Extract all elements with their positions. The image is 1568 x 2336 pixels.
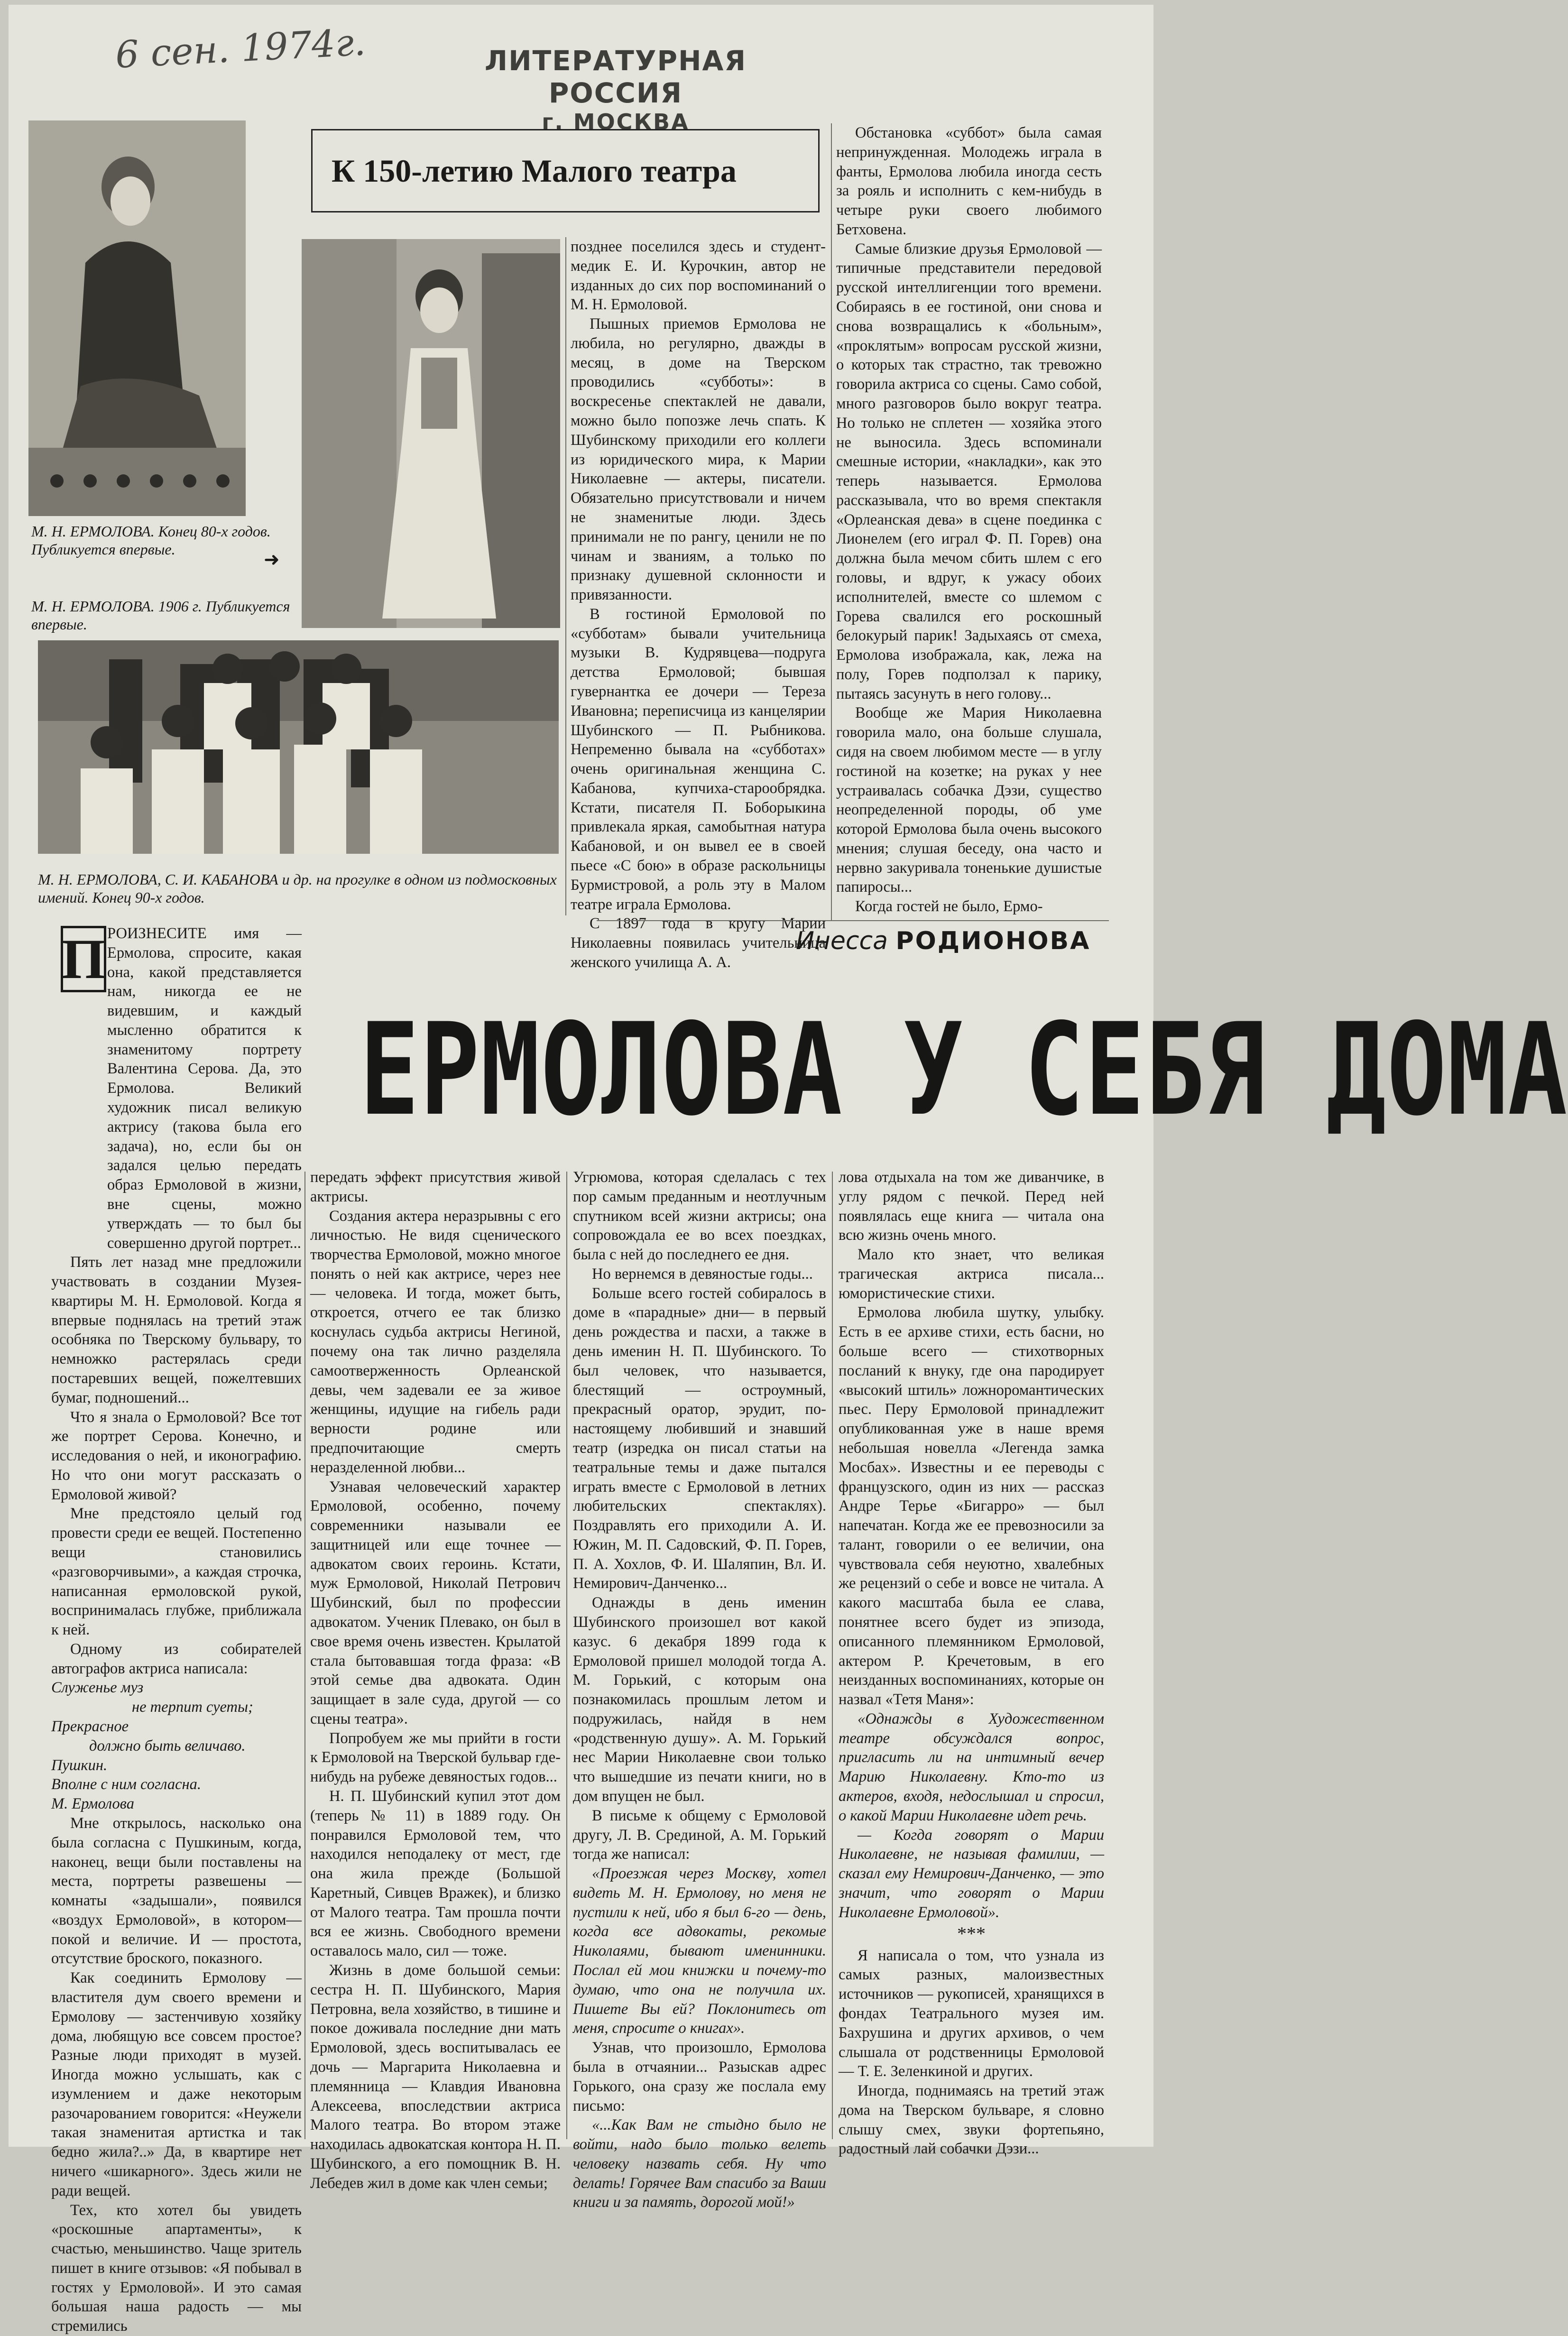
col4-top-p4: Когда гостей не было, Ермо- <box>855 898 1043 915</box>
newspaper-page <box>9 5 1568 2335</box>
col4-bottom-p7: Иногда, поднимаясь на третий этаж дома на Тверском бульваре, я словно слышу смех, звуки фортепьяно, радостный лай собачки Дэзи... <box>839 2082 1104 2158</box>
handwritten-date: 6 сен. 1974г. <box>114 21 367 77</box>
col2-p5: Н. П. Шубинский купил этот дом (теперь № 11) в 1889 году. Он понравился Ермоловой тем, что находился неподалеку от мест, где она жила прежде (Большой Каретный, Сивцев Вражек), и близко от Малого театра. Там прошла почти вся ее жизнь. Свободного времени оставалось мало, сил — тоже. <box>310 1788 561 1960</box>
col3-bottom-p8: «...Как Вам не стыдно было не войти, надо было только велеть человеку назвать себя. Ну что делать! Горячее Вам спасибо за Ваши книги и за память, дорогой мой!» <box>573 2116 826 2211</box>
stamp-title: ЛИТЕРАТУРНАЯ РОССИЯ <box>484 45 747 109</box>
col4-bottom-p1: лова отдыхала на том же диванчике, в углу рядом с печкой. Перед ней появлялась еще книга — читала она всю жизнь очень много. <box>839 1169 1104 1244</box>
col3-bottom-p3: Больше всего гостей собиралось в доме в «парадные» дни— в первый день рождества и пасхи, а также в день именин Н. П. Шубинского. То был человек, что называется, блестящий — остроумный, прекрасный оратор, эрудит, по-настоящему любивший и знавший театр (изредка он писал статьи на театральные темы и даже пытался играть вместе с Ермоловой в летних любительских спектаклях). Поздравлять его приходили А. И. Южин, М. П. Садовский, Ф. П. Горев, П. А. Хохлов, Ф. И. Шаляпин, Вл. И. Немирович-Данченко... <box>573 1284 826 1592</box>
article-headline: ЕРМОЛОВА У СЕБЯ ДОМА <box>360 996 1568 1144</box>
column-separator <box>566 1172 567 2139</box>
intro-p3: Что я знала о Ермоловой? Все тот же портрет Серова. Конечно, и исследования о ней, и иконографию. Но что они могут рассказать о Ермоловой живой? <box>51 1408 302 1503</box>
group-photo-image <box>38 640 559 854</box>
column-2 <box>310 1168 561 2192</box>
drop-cap: П <box>61 926 106 992</box>
col3-bottom-p4: Однажды в день именин Шубинского произошел вот какой казус. 6 декабря 1899 года к Ермоловой пришел молодой тогда А. М. Горький, с которым она познакомилась прошлым летом и подружилась, найдя в нем «родственную душу». А. М. Горький нес Марии Николаевне свои только что вышедшие из печати книги, но в дом впущен не был. <box>573 1594 826 1805</box>
section-rule <box>597 920 1109 921</box>
col4-bottom-p4: «Однажды в Художественном театре обсуждался вопрос, пригласить ли на интимный вечер Марию Николаевну. Кто-то из актеров, входя, недослышал и спросил, о какой Марии Николаевне идет речь. <box>839 1710 1104 1824</box>
arrow-icon: ➜ <box>264 549 280 570</box>
caption-photo2: М. Н. ЕРМОЛОВА. 1906 г. Публикуется впервые. <box>31 598 290 633</box>
column-3-bottom <box>573 1168 826 2211</box>
photo-ermolova-portrait <box>28 120 246 516</box>
section-title: К 150-летию Малого театра <box>332 152 737 189</box>
col2-p4: Попробуем же мы прийти в гости к Ермоловой на Тверской бульвар где-нибудь на рубеже девяностых годов... <box>310 1729 561 1786</box>
column-separator <box>565 237 566 915</box>
col4-bottom-p2: Мало кто знает, что великая трагическая актриса писала... юмористические стихи. <box>839 1246 1104 1302</box>
intro-p8: Тех, кто хотел бы увидеть «роскошные апартаменты», к счастью, меньшинство. Чаще зритель пишет в книге отзывов: «Я побывал в гостях у Ермоловой». И это самая большая наша радость — мы стремились <box>51 2201 302 2335</box>
intro-p6: Мне открылось, насколько она была согласна с Пушкиным, когда, наконец, вещи были поставлены на места, портреты развешены — комнаты «задышали», появился «воздух Ермоловой», в котором—покой и величие. И — простота, отсутствие броского, показного. <box>51 1814 302 1967</box>
col2-p1: передать эффект присутствия живой актрисы. <box>310 1169 561 1205</box>
col4-top-p2: Самые близкие друзья Ермоловой — типичные представители передовой русской интеллигенции того времени. Собираясь в ее гостиной, они снова и снова возвращались к «больным», «проклятым» вопросам русской жизни, о которых так страстно, так тревожно говорила актриса со сцены. Само собой, много разговоров было вокруг театра. Но только не сплетен — хозяйка этого не выносила. Здесь вспоминали смешные истории, «накладки», как это теперь называется. Ермолова рассказывала, что во время спектакля «Орлеанская дева» в сцене поединка с Лионелем (его играл Ф. П. Горев) она должна была мечом сбить шлем с его головы, и вдруг, к ужасу обоих исполнителей, вместе со шлемом с Горева свалился его роскошный белокурый парик! Задыхаясь от смеха, Ермолова изображала, как, лежа на полу, Горев подползал к парику, пытаясь засунуть в него голову... <box>836 240 1102 702</box>
col3-bottom-p1: Угрюмова, которая сделалась с тех пор самым преданным и неотлучным спутником всей жизни актрисы; она сопровождала ее во всех поездках, была с ней до последнего ее дня. <box>573 1169 826 1264</box>
col3-bottom-p2: Но вернемся в девяностые годы... <box>592 1265 813 1283</box>
column-separator <box>831 123 832 920</box>
author-last-name: РОДИОНОВА <box>895 927 1091 955</box>
col4-bottom-p3: Ермолова любила шутку, улыбку. Есть в ее архиве стихи, есть басни, но больше всего — стихотворных посланий к внуку, где она пародирует «высокий штиль» ложноромантических пьес. Перу Ермоловой принадлежит опубликованная уже в наше время небольшая новелла «Легенда замка Мосбах». Известны и ее переводы с французского, один из них — рассказ Андре Терье «Бигарро» — был напечатан. Когда же ее превозносили за талант, говорили о ее величии, она чувствовала себя неуютно, хвалебных же рецензий о себе и вовсе не читала. А какого масштаба была ее слава, понятнее всего будет из эпизода, описанного племянником Ермоловой, актером Р. Кречетовым, в его неизданных воспоминаниях, которые он назвал «Тетя Маня»: <box>839 1304 1104 1708</box>
col3-bottom-p7: Узнав, что произошло, Ермолова была в отчаянии... Разыскав адрес Горького, она сразу же послала ему письмо: <box>573 2039 826 2114</box>
col4-bottom-p5: — Когда говорят о Марии Николаевне, не называя фамилии, — сказал ему Немирович-Данченко, — это значит, что говорят о Марии Николаевне Ермоловой». <box>839 1826 1104 1921</box>
intro-p5: Одному из собирателей автографов актриса написала: <box>51 1640 302 1677</box>
intro-p4: Мне предстояло целый год провести среди ее вещей. Постепенно вещи становились «разговорчивыми», а каждая строчка, написанная ермоловской рукой, воспринималась глубже, приближала к ней. <box>51 1505 302 1639</box>
author-first-name: Инесса <box>796 927 888 955</box>
column-4-top <box>836 123 1102 920</box>
pushkin-quote <box>51 1678 302 1813</box>
col3-top-p3: В гостиной Ермоловой по «субботам» бывали учительница музыки В. Кудрявцева—подруга детства Ермоловой; бывшая гувернантка ее дочери — Тереза Ивановна; переписчица из канцелярии Шубинского — П. Рыбникова. Непременно бывала на «субботах» очень оригинальная женщина С. Кабанова, купчиха-старообрядка. Кстати, писателя П. Боборыкина привлекала яркая, самобытная натура Кабановой, и он вывел ее в своей пьесе «С бою» в образе раскольницы Бурмистровой, а роль эту в Малом театре играла Ермолова. <box>571 605 826 913</box>
poem-line: М. Ермолова <box>51 1795 134 1813</box>
stamp-city: г. МОСКВА <box>542 109 690 135</box>
column-separator <box>832 1172 833 2139</box>
standing-photo-image <box>302 239 560 628</box>
poem-line: Пушкин. <box>51 1756 108 1774</box>
poem-line: Служенье муз <box>51 1679 144 1697</box>
col3-bottom-p5: В письме к общему с Ермоловой другу, Л. В. Срединой, А. М. Горький тогда же написал: <box>573 1807 826 1863</box>
section-banner <box>311 129 820 212</box>
intro-p1: РОИЗНЕСИТЕ имя — Ермолова, спросите, какая она, какой представляется нам, никогда ее не видевшим, и каждый мысленно обратится к знаменитому портрету Валентина Серова. Да, это Ермолова. Великий художник писал великую актрису (такова была его задача), но, если бы он задался целью передать образ Ермоловой в жизни, вне сцены, можно утверждать — то был бы совершенно другой портрет... <box>107 925 302 1252</box>
caption-photo1: М. Н. ЕРМОЛОВА. Конец 80-х годов. Публикуется впервые. <box>31 523 271 558</box>
col4-top-p1: Обстановка «суббот» была самая непринужденная. Молодежь играла в фанты, Ермолова любила иногда сесть за рояль и исполнить с кем-нибудь в четыре руки своего любимого Бетховена. <box>836 124 1102 238</box>
intro-p2: Пять лет назад мне предложили участвовать в создании Музея-квартиры М. Н. Ермоловой. Когда я впервые поднялась на третий этаж особняка по Тверскому бульвару, то немножко растерялась среди постаревших вещей, пожелтевших бумаг, подношений... <box>51 1254 302 1406</box>
portrait-photo-image <box>28 120 246 516</box>
col2-p2: Создания актера неразрывны с его личностью. Не видя сценического творчества Ермоловой, можно многое понять о ней как актрисе, через нее — человека. И тогда, может быть, откроется, отчего ее так близко коснулась судьба актрисы Негиной, почему она так лично разделяла самоотверженность Орлеанской девы, чем задевали ее за живое женщины, идущие на гибель ради верности родине или предпочитающие смерть неразделенной любви... <box>310 1207 561 1476</box>
column-1 <box>51 924 302 2335</box>
poem-line: должно быть величаво. <box>89 1737 246 1754</box>
col4-bottom-p6: Я написала о том, что узнала из самых разных, малоизвестных источников — рукописей, хранящихся в фондах Театрального музея им. Бахрушина и других архивов, о чем слышала от родственницы Ермоловой — Т. Е. Зеленкиной и других. <box>839 1947 1104 2080</box>
col4-top-p3: Вообще же Мария Николаевна говорила мало, она больше слушала, сидя на своем любимом месте — в углу гостиной на козетке; на руках у нее устраивалась собачка Дэзи, существо неопределенной породы, об уме которой Ермолова была очень высокого мнения; слушая беседу, она часто и нервно закуривала тоненькие душистые папиросы... <box>836 704 1102 896</box>
col3-top-p2: Пышных приемов Ермолова не любила, но регулярно, дважды в месяц, в доме на Тверском проводились «субботы»: в воскресенье спектаклей не давали, можно было попозже лечь спать. К Шубинскому приходили его коллеги из юридического мира, к Марии Николаевне — актеры, писатели. Обязательно присутствовали и ничем не знаменитые люди. Здесь принимали не по рангу, ценили не по чинам и званиям, а только по признаку душевной склонности и привязанности. <box>571 315 826 604</box>
column-3-top <box>571 237 826 971</box>
photo-group-walk <box>38 640 559 854</box>
intro-p7: Как соединить Ермолову — властителя дум своего времени и Ермолову — застенчивую хозяйку дома, любящую все совсем простое? Разные люди приходят в музей. Иногда можно услышать, как с изумлением и даже некоторым разочарованием говорится: «Неужели такая знаменитая артистка и так бедно жила?..» Да, в квартире нет ничего «шикарного». Здесь жили не ради вещей. <box>51 1969 302 2199</box>
poem-line: Вполне с ним согласна. <box>51 1776 202 1793</box>
section-stars: *** <box>957 1923 986 1945</box>
col3-top-p4: С 1897 года в кругу Марии Николаевны появилась учительница женского училища А. А. <box>571 915 826 971</box>
publication-stamp <box>473 45 758 135</box>
photo-ermolova-1906 <box>302 239 560 628</box>
column-separator <box>304 1172 305 2139</box>
col2-p3: Узнавая человеческий характер Ермоловой, особенно, почему современники называли ее защитницей или еще точнее — адвокатом своих героинь. Кстати, муж Ермоловой, Николай Петрович Шубинский, был по профессии адвокатом. Ученик Плевако, он был в свое время очень известен. Крылатой стала бытовавшая тогда фраза: «В этой семье два адвоката. Один защищает в зале суда, другой — со сцены театра». <box>310 1478 561 1727</box>
poem-line: Прекрасное <box>51 1718 129 1736</box>
column-4-bottom <box>839 1168 1104 2158</box>
author-byline <box>796 927 1109 955</box>
poem-line: не терпит суеты; <box>132 1699 253 1716</box>
col2-p6: Жизнь в доме большой семьи: сестра Н. П. Шубинского, Мария Петровна, вела хозяйство, в тишине и покое доживала последние дни мать Ермоловой, здесь воспитывалась ее дочь — Маргарита Николаевна и племянница — Клавдия Ивановна Алексеева, впоследствии актриса Малого театра. Во втором этаже находилась адвокатская контора Н. П. Шубинского, а его помощник В. Н. Лебедев жил в доме как член семьи; <box>310 1962 561 2192</box>
caption-photo3: М. Н. ЕРМОЛОВА, С. И. КАБАНОВА и др. на прогулке в одном из подмосковных имений. Конец 90-х годов. <box>38 871 557 906</box>
col3-top-p1: позднее поселился здесь и студент-медик Е. И. Курочкин, автор не изданных до сих пор воспоминаний о М. Н. Ермоловой. <box>571 238 826 314</box>
col3-bottom-p6: «Проезжая через Москву, хотел видеть М. Н. Ермолову, но меня не пустили к ней, ибо я был 6-го — день, когда все адвокаты, рекомые Николаями, бывают именинники. Послал ей мои книжки и почему-то думаю, что она не получила их. Пишете Вы ей? Поклонитесь от меня, спросите о книгах». <box>573 1865 826 2037</box>
